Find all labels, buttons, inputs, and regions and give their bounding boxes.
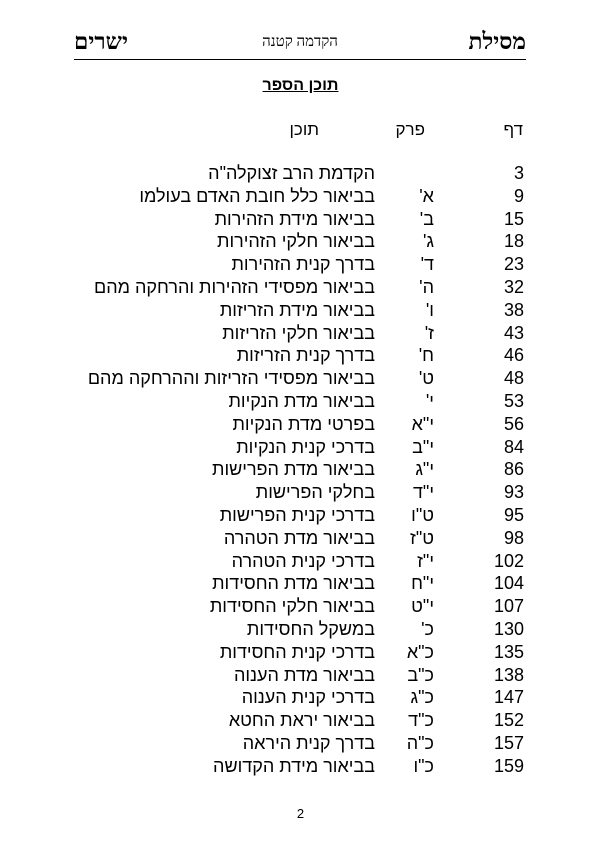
toc-page-number: 107 (493, 596, 524, 617)
toc-page-number: 9 (513, 185, 524, 206)
toc-row (60, 367, 528, 390)
toc-row (60, 208, 528, 231)
toc-entry-text: בפרטי מדת הנקיות (232, 413, 375, 434)
toc-page-number: 104 (493, 573, 524, 594)
toc-chapter: ט"ו (411, 504, 434, 525)
toc-chapter: ג' (422, 231, 434, 252)
toc-page-number: 159 (493, 755, 524, 776)
toc-row (60, 322, 528, 345)
toc-row (60, 618, 528, 641)
toc-row (60, 230, 528, 253)
toc-page-number: 98 (503, 527, 524, 548)
toc-entry-text: בביאור מדת הנקיות (228, 390, 375, 411)
toc-entry-text: בדרכי קנית הענוה (241, 687, 375, 708)
toc-row (60, 755, 528, 778)
toc-entry-text: בביאור מידת הזהירות (214, 208, 375, 229)
toc-row (60, 595, 528, 618)
toc-page-number: 130 (493, 618, 524, 639)
toc-row (60, 527, 528, 550)
page-number: 2 (296, 806, 305, 821)
toc-entry-text: בביאור מידת הזריזות (219, 299, 375, 320)
toc-page-number: 84 (503, 436, 524, 457)
toc-entry-text: בדרכי קנית הפרישות (219, 504, 375, 525)
toc-page-number: 102 (493, 550, 524, 571)
toc-page-number: 18 (503, 231, 524, 252)
toc-entry-text: בביאור מידת הקדושה (213, 755, 375, 776)
toc-entry-text: בדרכי קנית הטהרה (231, 550, 375, 571)
toc-chapter: י"ג (415, 459, 434, 480)
header-book-title-right: מסילת (468, 28, 526, 55)
toc-page-number: 15 (503, 208, 524, 229)
toc-row (60, 390, 528, 413)
toc-entry-text: בביאור מדת הפרישות (212, 459, 375, 480)
toc-row (60, 413, 528, 436)
toc-chapter: ה' (419, 276, 434, 297)
toc-entry-text: במשקל החסידות (246, 618, 375, 639)
toc-row (60, 162, 528, 185)
toc-page-number: 38 (503, 299, 524, 320)
toc-chapter: י"ב (412, 436, 434, 457)
toc-chapter: כ"ד (408, 710, 434, 731)
toc-row (60, 253, 528, 276)
toc-row (60, 276, 528, 299)
toc-entry-text: בביאור חלקי החסידות (209, 596, 375, 617)
toc-row (60, 504, 528, 527)
toc-row (60, 732, 528, 755)
toc-page-number: 152 (493, 710, 524, 731)
toc-chapter: י"ט (411, 596, 434, 617)
toc-chapter: כ"ג (410, 687, 434, 708)
toc-page-number: 93 (503, 482, 524, 503)
toc-chapter: כ"ה (406, 732, 434, 753)
column-header-content: תוכן (289, 120, 319, 139)
header-rule (74, 59, 526, 60)
toc-page-number: 53 (503, 390, 524, 411)
toc-chapter: י"א (411, 413, 434, 434)
toc-chapter: ד' (420, 254, 434, 275)
toc-entry-text: בדרכי קנית החסידות (219, 641, 375, 662)
toc-page-number: 147 (493, 687, 524, 708)
toc-row (60, 344, 528, 367)
toc-chapter: א' (419, 185, 434, 206)
toc-entry-text: בביאור מדת הטהרה (223, 527, 375, 548)
toc-entry-text: בחלקי הפרישות (255, 482, 375, 503)
toc-chapter: ב' (419, 208, 434, 229)
toc-entry-text: בביאור חלקי הזהירות (217, 231, 375, 252)
toc-entry-text: בביאור מדת הענוה (233, 664, 375, 685)
toc-page-number: 23 (503, 254, 524, 275)
toc-page-number: 43 (503, 322, 524, 343)
toc-chapter: ו' (425, 299, 434, 320)
toc-chapter: כ"א (406, 641, 434, 662)
toc-entry-text: בביאור חלקי הזריזות (222, 322, 375, 343)
toc-row (60, 299, 528, 322)
running-header (74, 28, 526, 58)
toc-row (60, 664, 528, 687)
toc-entry-text: בביאור יראת החטא (228, 710, 375, 731)
toc-page-number: 56 (503, 413, 524, 434)
toc-row (60, 185, 528, 208)
toc-chapter: כ"ב (407, 664, 434, 685)
toc-chapter: י"ח (411, 573, 434, 594)
toc-entry-text: בדרכי קנית הנקיות (236, 436, 375, 457)
toc-chapter: כ' (421, 618, 434, 639)
toc-chapter: י"ד (412, 482, 434, 503)
toc-row (60, 481, 528, 504)
toc-chapter: כ"ו (413, 755, 434, 776)
toc-entry-text: בדרך קנית הזריזות (236, 345, 375, 366)
toc-entry-text: בביאור מפסידי הזהירות והרחקה מהם (94, 276, 375, 297)
toc-page-number: 46 (503, 345, 524, 366)
toc-chapter: ז' (424, 322, 434, 343)
toc-list (60, 162, 528, 778)
toc-page-number: 32 (503, 276, 524, 297)
toc-chapter: ח' (418, 345, 434, 366)
toc-row (60, 458, 528, 481)
toc-entry-text: בדרך קנית היראה (242, 732, 375, 753)
toc-row (60, 686, 528, 709)
toc-page-number: 135 (493, 641, 524, 662)
toc-chapter: ט' (418, 368, 434, 389)
toc-entry-text: בביאור כלל חובת האדם בעולמו (139, 185, 375, 206)
toc-title: תוכן הספר (262, 77, 339, 94)
toc-chapter: י"ז (417, 550, 434, 571)
toc-row (60, 550, 528, 573)
toc-row (60, 436, 528, 459)
toc-entry-text: בביאור מדת החסידות (212, 573, 375, 594)
header-section-title: הקדמה קטנה (262, 34, 338, 50)
toc-row (60, 641, 528, 664)
toc-row (60, 572, 528, 595)
toc-page-number: 138 (493, 664, 524, 685)
toc-entry-text: בביאור מפסידי הזריזות וההרחקה מהם (87, 368, 375, 389)
toc-page-number: 157 (493, 732, 524, 753)
toc-entry-text: הקדמת הרב זצוקלה"ה (208, 163, 375, 183)
toc-page-number: 48 (503, 368, 524, 389)
column-header-chapter: פרק (395, 120, 425, 139)
header-book-title-left: ישרים (74, 28, 128, 55)
toc-chapter: ט"ז (410, 527, 434, 548)
column-header-page: דף (503, 120, 523, 139)
toc-page-number: 3 (513, 163, 524, 183)
toc-row (60, 709, 528, 732)
toc-entry-text: בדרך קנית הזהירות (231, 254, 375, 275)
toc-chapter: י' (425, 390, 434, 411)
toc-page-number: 95 (503, 504, 524, 525)
toc-page-number: 86 (503, 459, 524, 480)
